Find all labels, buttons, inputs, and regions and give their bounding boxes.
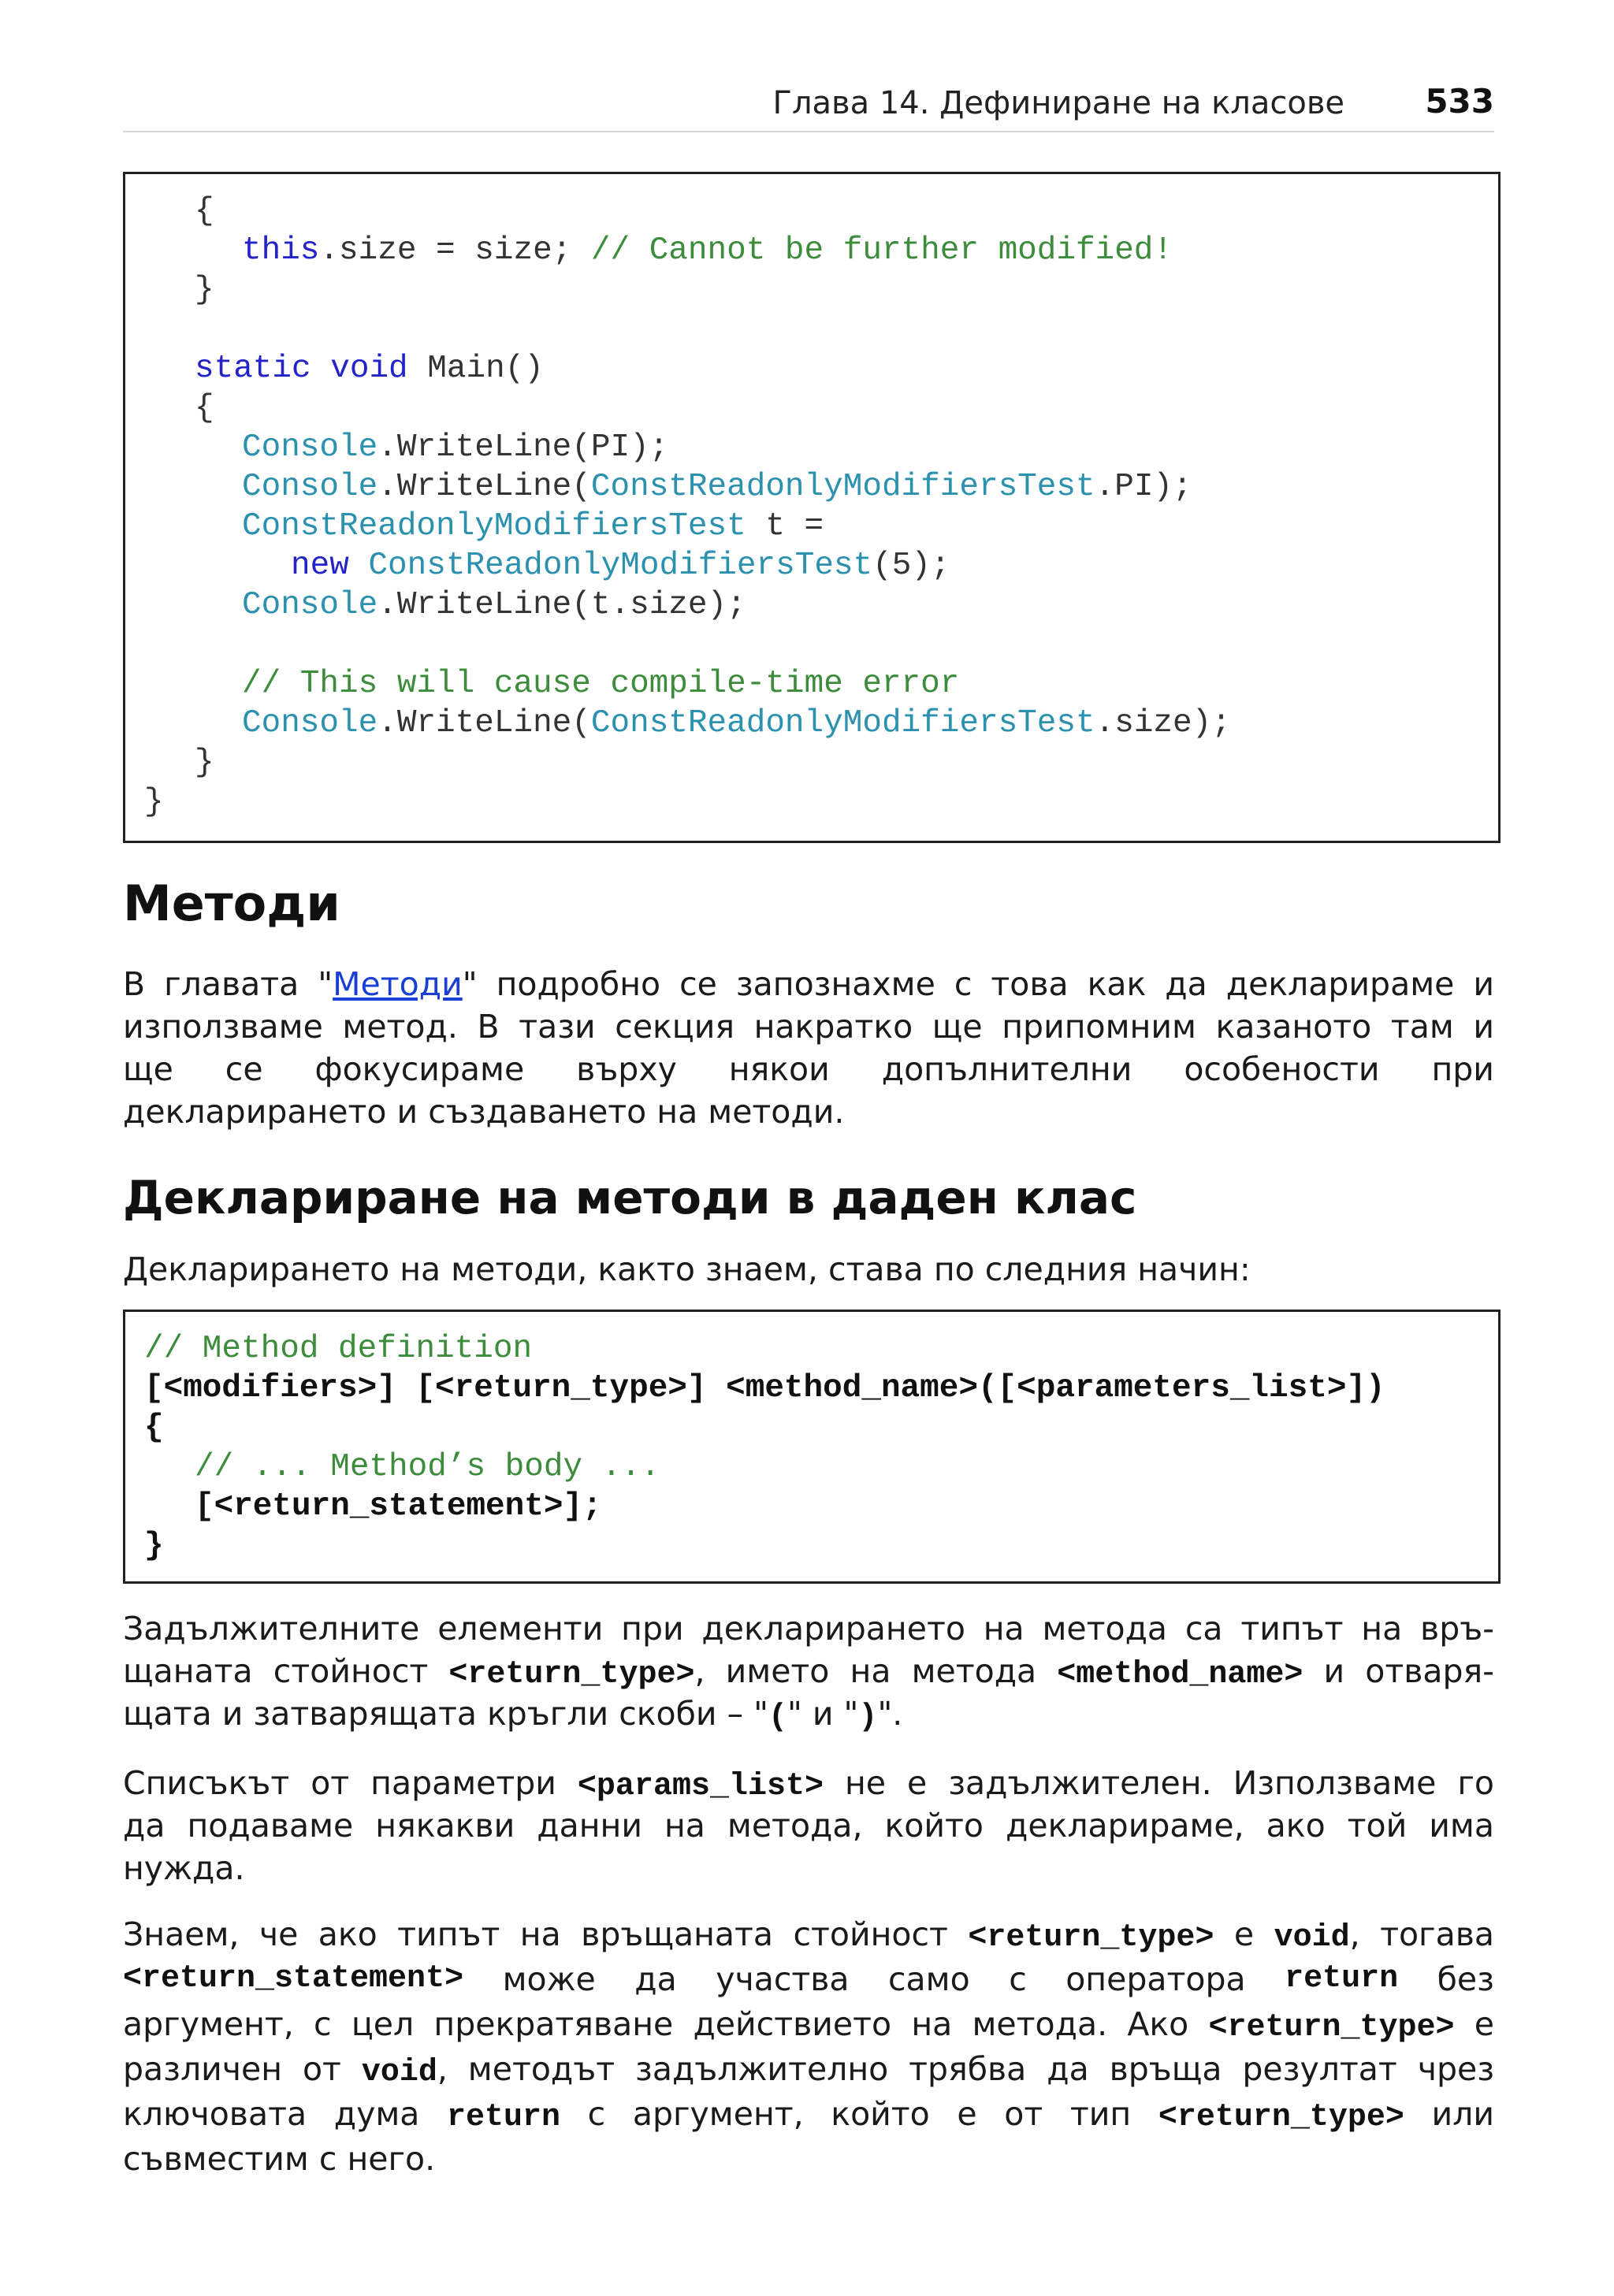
code-line: }: [144, 784, 164, 820]
code-line: Console.WriteLine(ConstReadonlyModifiersTest.size);: [242, 705, 1231, 741]
text-line: <return_statement> може да участва само с оператора return без: [123, 1960, 1494, 1998]
code-line: this.size = size; // Cannot be further modified!: [242, 232, 1173, 269]
text-line: да подаваме някакви данни на метода, който декларираме, ако той има: [123, 1807, 1494, 1845]
subsection-heading: Деклариране на методи в даден клас: [123, 1171, 1137, 1224]
text-line: В главата "Методи" подробно се запознахме с това как да декларираме и: [123, 965, 1495, 1003]
text-line: декларирането и създаването на методи.: [123, 1093, 845, 1131]
code-line: // This will cause compile-time error: [242, 666, 960, 702]
text-line: Декларирането на методи, както знаем, става по следния начин:: [123, 1250, 1251, 1288]
code-line: {: [195, 390, 214, 426]
chapter-title: Глава 14. Дефиниране на класове: [772, 85, 1344, 121]
code-line: static void Main(): [195, 351, 544, 387]
text-line: използваме метод. В тази секция накратко ще припомним казаното там и: [123, 1008, 1494, 1046]
text-line: щаната стойност <return_type>, името на метода <method_name> и отваря-: [123, 1652, 1494, 1692]
intro-paragraph: [123, 963, 1494, 1133]
code-line: // Method definition: [144, 1331, 533, 1367]
page-header: [123, 79, 1494, 132]
section-heading: Методи: [123, 875, 340, 932]
text-line: нужда.: [123, 1849, 245, 1887]
text-line: ключовата дума return с аргумент, който е от тип <return_type> или: [123, 2095, 1495, 2135]
code-block-1: [123, 172, 1501, 843]
code-line: ConstReadonlyModifiersTest t =: [242, 508, 824, 544]
text-line: аргумент, с цел прекратяване действието на метода. Ако <return_type> е: [123, 2005, 1494, 2045]
paragraph-return-type: [123, 1913, 1494, 2183]
code-line: }: [195, 745, 214, 781]
text-line: различен от void, методът задължително трябва да връща резултат чрез: [123, 2050, 1494, 2090]
code-line: Console.WriteLine(PI);: [242, 429, 669, 466]
code-line: }: [195, 272, 214, 308]
page-number: 533: [1425, 82, 1494, 121]
text-line: Знаем, че ако типът на връщаната стойност <return_type> е void, тогава: [123, 1915, 1494, 1956]
paragraph-required-elements: [123, 1607, 1494, 1735]
text-line: щата и затварящата кръгли скоби – "(" и ")".: [123, 1695, 903, 1735]
text-line: Списъкът от параметри <params_list> не е задължителен. Използваме го: [123, 1764, 1495, 1804]
text-line: съвместим с него.: [123, 2140, 436, 2178]
code-line: Console.WriteLine(t.size);: [242, 587, 746, 623]
text-line: ще се фокусираме върху някои допълнителни особености при: [123, 1050, 1494, 1088]
code-block-2: [123, 1310, 1501, 1584]
code-line: // ... Method’s body ...: [195, 1449, 660, 1485]
code-line: [<return_statement>];: [195, 1488, 602, 1525]
text-line: Задължителните елементи при декларирането на метода са типът на връ-: [123, 1610, 1494, 1648]
code-line: [<modifiers>] [<return_type>] <method_name>([<parameters_list>]): [144, 1370, 1385, 1406]
code-line: new ConstReadonlyModifiersTest(5);: [291, 548, 950, 584]
paragraph-params-list: [123, 1762, 1494, 1889]
code-line: }: [144, 1528, 164, 1564]
code-line: {: [195, 193, 214, 229]
declaration-intro: [123, 1248, 1494, 1291]
code-line: {: [144, 1410, 164, 1446]
methods-chapter-link[interactable]: Методи: [333, 965, 463, 1003]
code-line: Console.WriteLine(ConstReadonlyModifiersTest.PI);: [242, 469, 1192, 505]
